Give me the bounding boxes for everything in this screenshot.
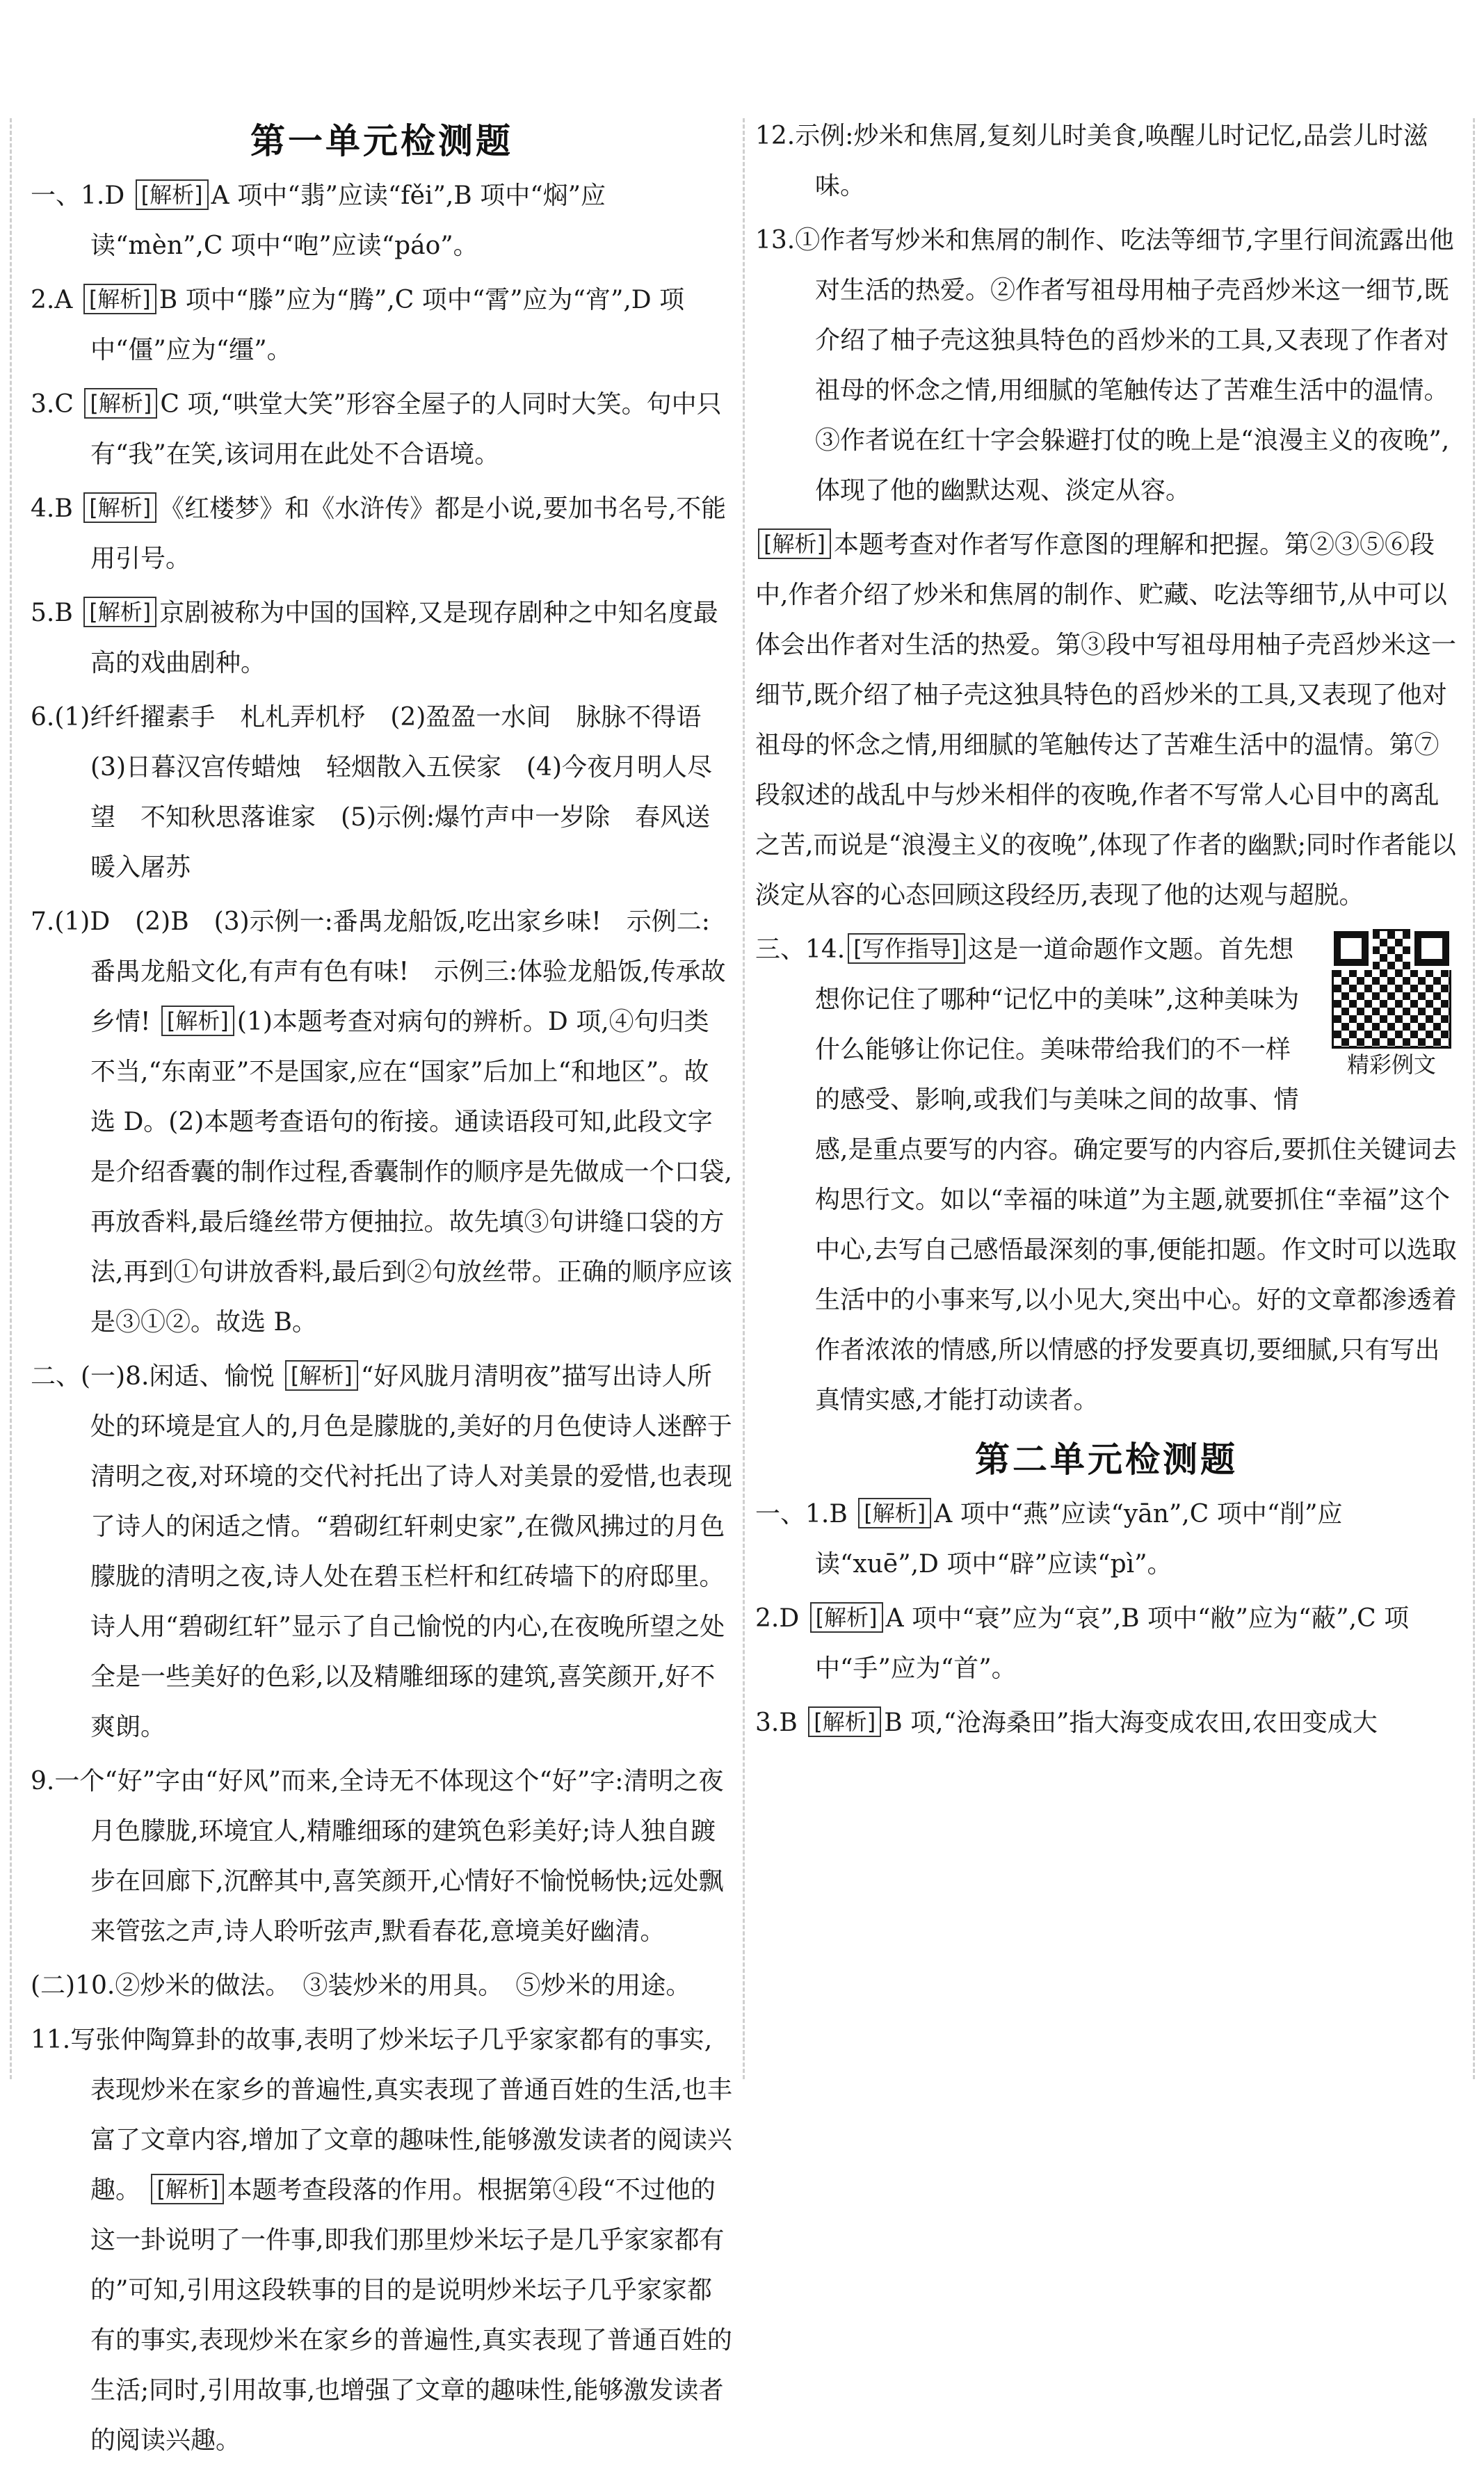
- analysis-tag: [解析]: [285, 1360, 358, 1391]
- right-column: [755, 111, 1458, 1752]
- answer-item: 3.B [解析] B 项,“沧海桑田”指大海变成农田,农田变成大: [755, 1698, 1458, 1748]
- qr-caption: 精彩例文: [1346, 1051, 1436, 1078]
- right-margin-rule: [1473, 118, 1475, 2079]
- analysis-tag: [解析]: [151, 2174, 224, 2204]
- answer-analysis: [解析] 本题考查对作者写作意图的理解和把握。第②③⑤⑥段中,作者介绍了炒米和焦屑的制作、贮藏、吃法等细节,从中可以体会出作者对生活的热爱。第③段中写祖母用柚子壳舀炒米这一细节,既介绍了柚子壳这独具特色的舀炒米的工具,又表现了他对祖母的怀念之情,用细腻的笔触传达了苦难生活中的温情。第⑦段叙述的战乱中与炒米相伴的夜晚,作者不写常人心目中的离乱之苦,而说是“浪漫主义的夜晚”,体现了作者的幽默;同时作者能以淡定从容的心态回顾这段经历,表现了他的达观与超脱。: [755, 520, 1458, 921]
- analysis-tag: [解析]: [808, 1706, 881, 1737]
- answer-item: 4.B [解析] 《红楼梦》和《水浒传》都是小说,要加书名号,不能用引号。: [31, 484, 733, 584]
- answer-item: 12.示例:炒米和焦屑,复刻儿时美食,唤醒儿时记忆,品尝儿时滋味。: [755, 122, 1428, 200]
- analysis-tag: [解析]: [161, 1006, 234, 1036]
- answer-item: 7.(1)D (2)B (3)示例一:番禺龙船饭,吃出家乡味! 示例二:番禺龙船文化,有声有色有味! 示例三:体验龙船饭,传承故乡情! [解析] (1)本题考查对病句的辨析。D 项,④句归类不当,“东南亚”不是国家,应在“国家”后加上“和地区”。故选 D。(2)本题考查语句的衔接。通读语段可知,此段文字是介绍香囊的制作过程,香囊制作的顺序是先做成一个口袋,再放香料,最后缝丝带方便抽拉。故先填③句讲缝口袋的方法,再到①句讲放香料,最后到②句放丝带。正确的顺序应该是③①②。故选 B。: [31, 907, 732, 1337]
- answer-item: (二)10.②炒米的做法。 ③装炒米的用具。 ⑤炒米的用途。: [31, 1971, 691, 2000]
- unit1-title: 第一单元检测题: [250, 121, 513, 161]
- analysis-tag: [解析]: [858, 1498, 931, 1528]
- column-divider: [743, 118, 745, 2079]
- left-margin-rule: [10, 118, 12, 2079]
- answer-item: 2.D [解析] A 项中“衰”应为“哀”,B 项中“敝”应为“蔽”,C 项中“手”应为“首”。: [755, 1594, 1458, 1694]
- unit2-title: 第二单元检测题: [975, 1439, 1238, 1480]
- left-column: [31, 111, 733, 2470]
- answer-item: 二、(一)8.闲适、愉悦 [解析] “好风胧月清明夜”描写出诗人所处的环境是宜人的,月色是朦胧的,美好的月色使诗人迷醉于清明之夜,对环境的交代衬托出了诗人对美景的爱惜,也表现了诗人的闲适之情。“碧砌红轩刺史家”,在微风拂过的月色朦胧的清明之夜,诗人处在碧玉栏杆和红砖墙下的府邸里。诗人用“碧砌红轩”显示了自己愉悦的内心,在夜晚所望之处全是一些美好的色彩,以及精雕细琢的建筑,喜笑颜开,好不爽朗。: [31, 1352, 733, 1752]
- analysis-tag: [解析]: [83, 597, 156, 627]
- answer-item: 9.一个“好”字由“好风”而来,全诗无不体现这个“好”字:清明之夜月色朦胧,环境宜人,精雕细琢的建筑色彩美好;诗人独自踱步在回廊下,沉醉其中,喜笑颜开,心情好不愉悦畅快;远处飘来管弦之声,诗人聆听弦声,默看春花,意境美好幽清。: [31, 1767, 724, 1946]
- answer-item: 一、1.B [解析] A 项中“燕”应读“yān”,C 项中“削”应读“xuē”,D 项中“辟”应读“pì”。: [755, 1490, 1458, 1590]
- analysis-tag: [解析]: [758, 528, 831, 559]
- answer-item: 6.(1)纤纤擢素手 札札弄机杼 (2)盈盈一水间 脉脉不得语 (3)日暮汉宫传蜡烛 轻烟散入五侯家 (4)今夜月明人尽望 不知秋思落谁家 (5)示例:爆竹声中一岁除 春风送暖入屠苏: [31, 703, 727, 882]
- answer-item: 2.A [解析] B 项中“滕”应为“腾”,C 项中“霄”应为“宵”,D 项中“僵”应为“缰”。: [31, 275, 733, 376]
- qr-code-icon[interactable]: [1332, 929, 1451, 1049]
- answer-item: 3.C [解析] C 项,“哄堂大笑”形容全屋子的人同时大笑。句中只有“我”在笑,该词用在此处不合语境。: [31, 380, 733, 480]
- answer-item: 一、1.D [解析] A 项中“翡”应读“fěi”,B 项中“焖”应读“mèn”,C 项中“咆”应读“páo”。: [31, 171, 733, 271]
- answer-item: 5.B [解析] 京剧被称为中国的国粹,又是现存剧种之中知名度最高的戏曲剧种。: [31, 588, 733, 688]
- answer-item: 11.写张仲陶算卦的故事,表明了炒米坛子几乎家家都有的事实,表现炒米在家乡的普遍性,真实表现了普通百姓的生活,也丰富了文章内容,增加了文章的趣味性,能够激发读者的阅读兴趣。 [解析] 本题考查段落的作用。根据第④段“不过他的这一卦说明了一件事,即我们那里炒米坛子是几乎家家都有的”可知,引用这段轶事的目的是说明炒米坛子几乎家家都有的事实,表现炒米在家乡的普遍性,真实表现了普通百姓的生活;同时,引用故事,也增强了文章的趣味性,能够激发读者的阅读兴趣。: [31, 2026, 732, 2455]
- writing-guide-tag: [写作指导]: [848, 933, 965, 964]
- analysis-tag: [解析]: [83, 284, 156, 314]
- analysis-tag: [解析]: [83, 492, 156, 523]
- writing-guide-item: 精彩例文 三、14. [写作指导] 这是一道命题作文题。首先想想你记住了哪种“记忆中的美味”,这种美味为什么能够让你记住。美味带给我们的不一样的感受、影响,或我们与美味之间的故事、情感,是重点要写的内容。确定要写的内容后,要抓住关键词去构思行文。如以“幸福的味道”为主题,就要抓住“幸福”这个中心,去写自己感悟最深刻的事,便能扣题。作文时可以选取生活中的小事来写,以小见大,突出中心。好的文章都渗透着作者浓浓的情感,所以情感的抒发要真切,要细腻,只有写出真情实感,才能打动读者。: [755, 925, 1458, 1426]
- answer-item: 13.①作者写炒米和焦屑的制作、吃法等细节,字里行间流露出他对生活的热爱。②作者写祖母用柚子壳舀炒米这一细节,既介绍了柚子壳这独具特色的舀炒米的工具,又表现了作者对祖母的怀念之情,用细腻的笔触传达了苦难生活中的温情。③作者说在红十字会躲避打仗的晚上是“浪漫主义的夜晚”,体现了他的幽默达观、淡定从容。: [755, 226, 1454, 505]
- analysis-tag: [解析]: [136, 179, 209, 210]
- analysis-tag: [解析]: [84, 388, 157, 419]
- analysis-tag: [解析]: [810, 1602, 883, 1633]
- qr-code-block[interactable]: [1325, 929, 1458, 1081]
